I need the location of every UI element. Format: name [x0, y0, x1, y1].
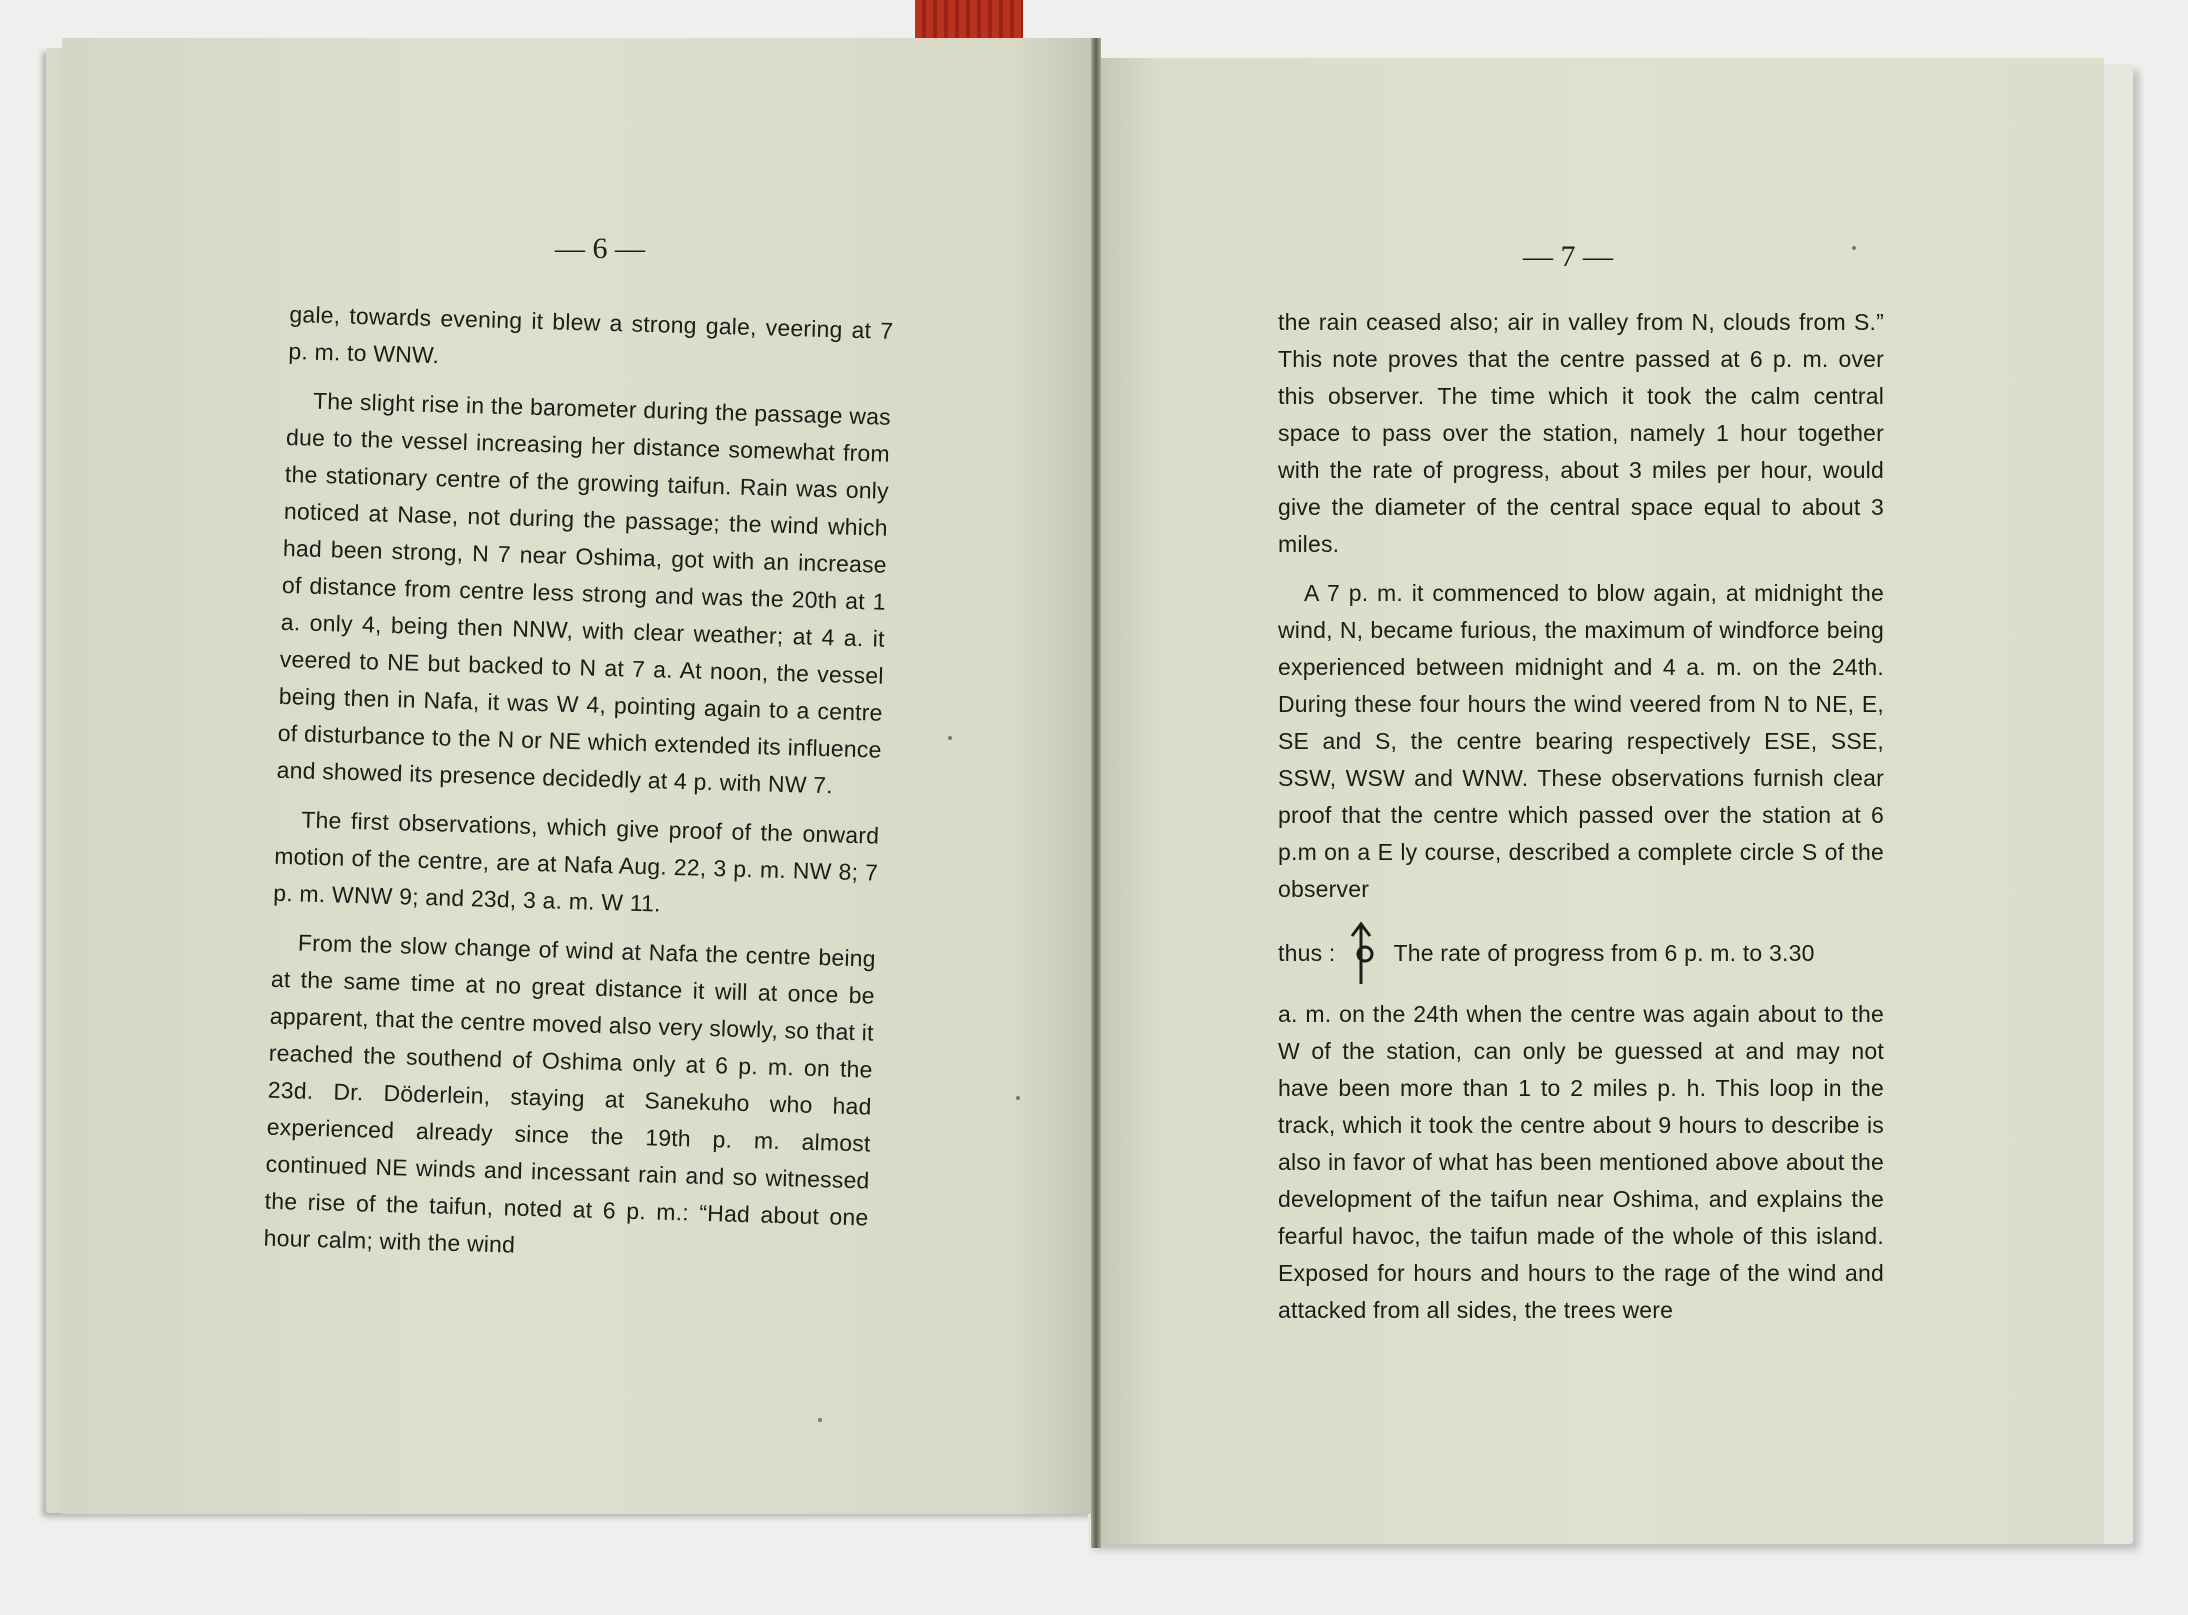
left-paragraph-1: gale, towards evening it blew a strong gale, veering at 7 p. m. to WNW.	[288, 300, 894, 369]
left-page-text	[263, 296, 894, 1285]
paper-speck	[1016, 1096, 1020, 1100]
loop-track-arrow-icon	[1345, 920, 1383, 986]
right-page-text	[1278, 304, 1884, 1341]
loop-figure-line	[1278, 920, 1884, 986]
right-paragraph-2: A 7 p. m. it commenced to blow again, at midnight the wind, N, became furious, the maximum of windforce being experienced between midnight and 4 a. m. on the 24th. During these four hours the wind veered from N to NE, E, SE and S, the centre bearing respectively ESE, SSE, SSW, WSW and WNW. These observations furnish clear proof that the centre which passed over the station at 6 p.m on a E ly course, described a complete circle S of the observer	[1278, 580, 1884, 902]
paper-speck	[818, 1418, 822, 1422]
book-gutter	[1091, 38, 1101, 1548]
rate-of-progress-text: The rate of progress from 6 p. m. to 3.30	[1393, 939, 1815, 966]
thus-label: thus :	[1278, 939, 1336, 966]
left-paragraph-2: The slight rise in the barometer during the passage was due to the vessel increasing her distance somewhat from the stationary centre of the growing taifun. Rain was only noticed at Nase, not during the passage; the wind which had been strong, N 7 near Oshima, got with an increase of distance from centre less strong and was the 20th at 1 a. only 4, being then NNW, with clear weather; at 4 a. it veered to NE but backed to N at 7 a. At noon, the vessel being then in Nafa, it was W 4, pointing again to a centre of disturbance to the N or NE which extended its influence and showed its presence decidedly at 4 p. with NW 7.	[276, 387, 892, 799]
left-paragraph-3: The first observations, which give proof of the onward motion of the centre, are at Nafa Aug. 22, 3 p. m. NW 8; 7 p. m. WNW 9; and 23d, 3 a. m. W 11.	[272, 806, 880, 917]
right-paragraph-3: a. m. on the 24th when the centre was again about to the W of the station, can only be guessed at and may not have been more than 1 to 2 miles p. h. This loop in the track, which it took the centre about 9 hours to describe is also in favor of what has been mentioned above about the development of the taifun near Oshima, and explains the fearful havoc, the taifun made of the whole of this island. Exposed for hours and hours to the rage of the wind and attacked from all sides, the trees were	[1278, 1001, 1884, 1323]
paper-speck	[948, 736, 952, 740]
left-paragraph-4: From the slow change of wind at Nafa the centre being at the same time at no great distance it will at once be apparent, that the centre moved also very slowly, so that it reached the southend of Oshima only at 6 p. m. on the 23d. Dr. Döderlein, staying at Sanekuho who had experienced already since the 19th p. m. almost continued NE winds and incessant rain and so witnessed the rise of the taifun, noted at 6 p. m.: “Had about one hour calm; with the wind	[263, 929, 877, 1258]
paper-speck	[1852, 246, 1856, 250]
right-page-number: — 7 —	[1523, 240, 1613, 273]
right-paragraph-1: the rain ceased also; air in valley from N, clouds from S.” This note proves that the centre passed at 6 p. m. over this observer. The time which it took the calm central space to pass over the station, namely 1 hour together with the rate of progress, about 3 miles per hour, would give the diameter of the central space equal to about 3 miles.	[1278, 309, 1884, 557]
left-page-number: — 6 —	[555, 232, 645, 265]
